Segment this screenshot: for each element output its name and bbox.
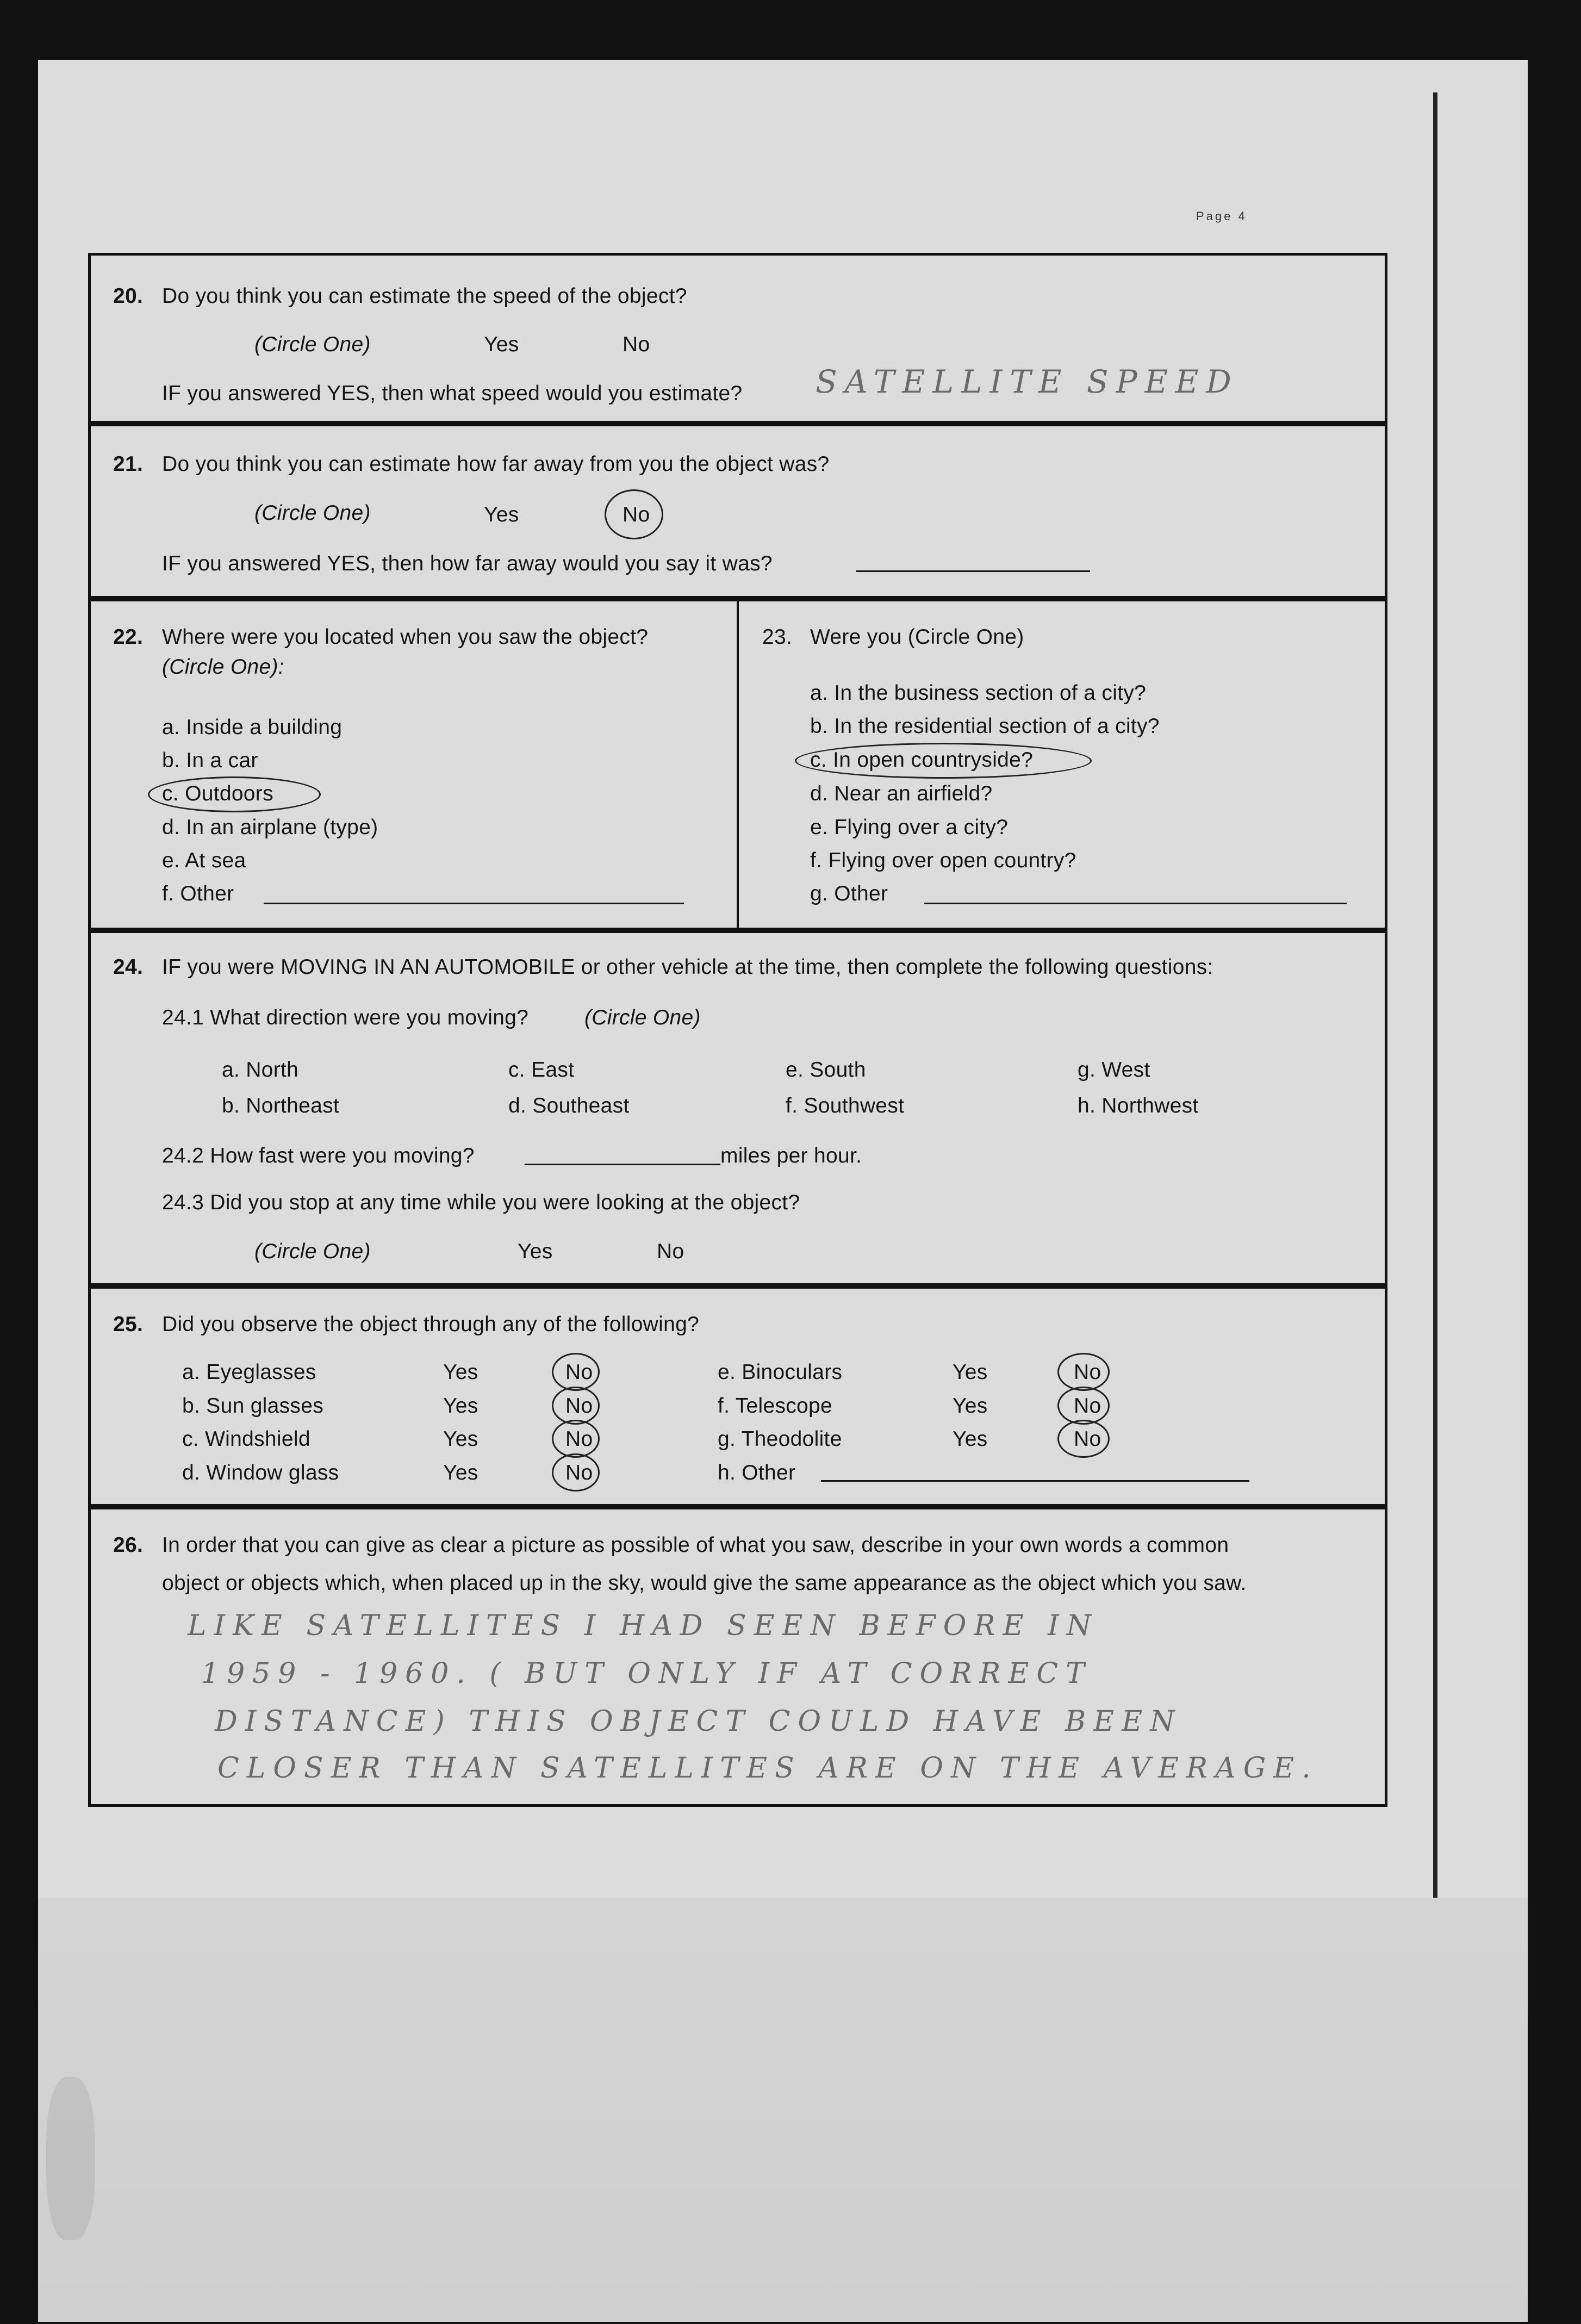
q26-handwriting-line1: LIKE SATELLITES I HAD SEEN BEFORE IN [188,1610,1099,1642]
q25-theodolite-no[interactable]: No [1074,1427,1101,1451]
paper-stain [46,2077,95,2240]
q26-handwriting-line2: 1959 - 1960. ( BUT ONLY IF AT CORRECT [201,1657,1092,1690]
q25-theodolite-label: g. Theodolite [718,1427,842,1451]
page-number: Page 4 [1196,209,1247,223]
q22-number: 22. [113,625,144,649]
q21-answer-line[interactable] [856,570,1090,572]
q20-followup: IF you answered YES, then what speed would you estimate? [162,382,743,405]
q26-handwriting-line4: CLOSER THAN SATELLITES ARE ON THE AVERAGE. [217,1752,1318,1785]
q20-no[interactable]: No [623,333,650,356]
q26-handwriting-line3: DISTANCE) THIS OBJECT COULD HAVE BEEN [215,1705,1182,1738]
q24-3-question: 24.3 Did you stop at any time while you were looking at the object? [162,1191,800,1214]
q25-windowglass-no-circle-mark [552,1453,600,1492]
q24-3-circle-one: (Circle One) [254,1240,371,1263]
q25-other-label: h. Other [718,1461,796,1484]
q25-windshield-no-circle-mark [552,1420,600,1458]
q23-number: 23. [762,625,793,649]
q22-option-a[interactable]: a. Inside a building [162,716,343,739]
q22-circle-one: (Circle One): [162,655,284,679]
q21-no[interactable]: No [623,503,650,526]
q25-sunglasses-no-circle-mark [552,1387,600,1425]
q25-binoculars-no-circle-mark [1057,1353,1110,1391]
q24-dir-southeast[interactable]: d. Southeast [508,1094,630,1117]
q24-dir-east[interactable]: c. East [508,1058,575,1082]
q24-dir-north[interactable]: a. North [222,1058,299,1082]
q21-followup: IF you answered YES, then how far away would you say it was? [162,552,773,575]
q25-eyeglasses-no-circle-mark [552,1353,600,1391]
q25-telescope-no-circle-mark [1057,1387,1110,1425]
q24-1-circle-one: (Circle One) [584,1006,701,1029]
q24-number: 24. [113,955,144,979]
q22-option-f[interactable]: f. Other [162,882,234,905]
q24-dir-west[interactable]: g. West [1078,1058,1150,1082]
q21-no-circle-mark [605,489,663,539]
q23-option-f[interactable]: f. Flying over open country? [810,849,1076,872]
q25-binoculars-yes[interactable]: Yes [953,1360,988,1384]
q25-number: 25. [113,1313,144,1336]
q23-option-a[interactable]: a. In the business section of a city? [810,681,1147,705]
q23-option-g[interactable]: g. Other [810,882,888,905]
q20-number: 20. [113,284,144,308]
q25-eyeglasses-label: a. Eyeglasses [182,1360,316,1384]
q22-option-d[interactable]: d. In an airplane (type) [162,816,378,839]
q22-question: Where were you located when you saw the object? [162,625,649,649]
q24-3-yes[interactable]: Yes [518,1240,553,1263]
q25-telescope-no[interactable]: No [1074,1394,1101,1418]
q25-binoculars-label: e. Binoculars [718,1360,843,1384]
lower-sheet [38,1898,1528,2322]
q21-yes[interactable]: Yes [484,503,519,526]
q25-eyeglasses-no[interactable]: No [565,1360,593,1384]
q25-windowglass-yes[interactable]: Yes [443,1461,478,1484]
q24-2-speed-line[interactable] [525,1164,720,1165]
q26-number: 26. [113,1533,144,1557]
q25-binoculars-no[interactable]: No [1074,1360,1101,1384]
q25-question: Did you observe the object through any of the following? [162,1313,700,1336]
q26-question-line2: object or objects which, when placed up in the sky, would give the same appearance as the object which you saw. [162,1571,1247,1595]
q23-option-c[interactable]: c. In open countryside? [810,748,1034,772]
q24-2-question: 24.2 How fast were you moving? [162,1144,475,1167]
q23-option-b[interactable]: b. In the residential section of a city? [810,714,1160,738]
q24-3-no[interactable]: No [657,1240,684,1263]
q25-telescope-yes[interactable]: Yes [953,1394,988,1418]
q25-other-line[interactable] [821,1480,1249,1482]
q25-sunglasses-no[interactable]: No [565,1394,593,1418]
q22-option-e[interactable]: e. At sea [162,849,246,872]
q24-2-unit: miles per hour. [720,1144,862,1167]
q25-theodolite-no-circle-mark [1057,1420,1110,1458]
q25-sunglasses-label: b. Sun glasses [182,1394,324,1418]
q21-number: 21. [113,452,144,476]
q23-question: Were you (Circle One) [810,625,1024,649]
q25-windshield-yes[interactable]: Yes [443,1427,478,1451]
q25-windowglass-no[interactable]: No [565,1461,593,1484]
q24-1-question: 24.1 What direction were you moving? [162,1006,529,1029]
q22-option-b[interactable]: b. In a car [162,749,258,772]
q25-eyeglasses-yes[interactable]: Yes [443,1360,478,1384]
q22-other-line[interactable] [264,903,684,904]
q23-option-c-circle-mark [795,743,1092,779]
q22-option-c[interactable]: c. Outdoors [162,782,273,805]
q25-telescope-label: f. Telescope [718,1394,833,1418]
q24-question: IF you were MOVING IN AN AUTOMOBILE or other vehicle at the time, then complete the following questions: [162,955,1213,979]
q26-question-line1: In order that you can give as clear a picture as possible of what you saw, describe in your own words a common [162,1533,1229,1557]
q25-theodolite-yes[interactable]: Yes [953,1427,988,1451]
q22-23-divider [737,599,739,930]
q24-dir-southwest[interactable]: f. Southwest [786,1094,905,1117]
q25-windshield-no[interactable]: No [565,1427,593,1451]
q20-question: Do you think you can estimate the speed of the object? [162,284,687,308]
q23-option-e[interactable]: e. Flying over a city? [810,816,1009,839]
q24-dir-northeast[interactable]: b. Northeast [222,1094,340,1117]
q22-option-c-circle-mark [148,776,321,812]
q21-circle-one: (Circle One) [254,501,371,525]
q24-dir-south[interactable]: e. South [786,1058,866,1082]
q25-windowglass-label: d. Window glass [182,1461,339,1484]
page-edge-shadow [1433,92,1437,1898]
q20-yes[interactable]: Yes [484,333,519,356]
q20-handwritten-answer: SATELLITE SPEED [816,363,1239,400]
q21-question: Do you think you can estimate how far away from you the object was? [162,452,830,476]
q24-dir-northwest[interactable]: h. Northwest [1078,1094,1199,1117]
q23-option-d[interactable]: d. Near an airfield? [810,782,993,805]
q23-other-line[interactable] [924,903,1347,904]
q25-windshield-label: c. Windshield [182,1427,310,1451]
q25-sunglasses-yes[interactable]: Yes [443,1394,478,1418]
q20-circle-one: (Circle One) [254,333,371,356]
